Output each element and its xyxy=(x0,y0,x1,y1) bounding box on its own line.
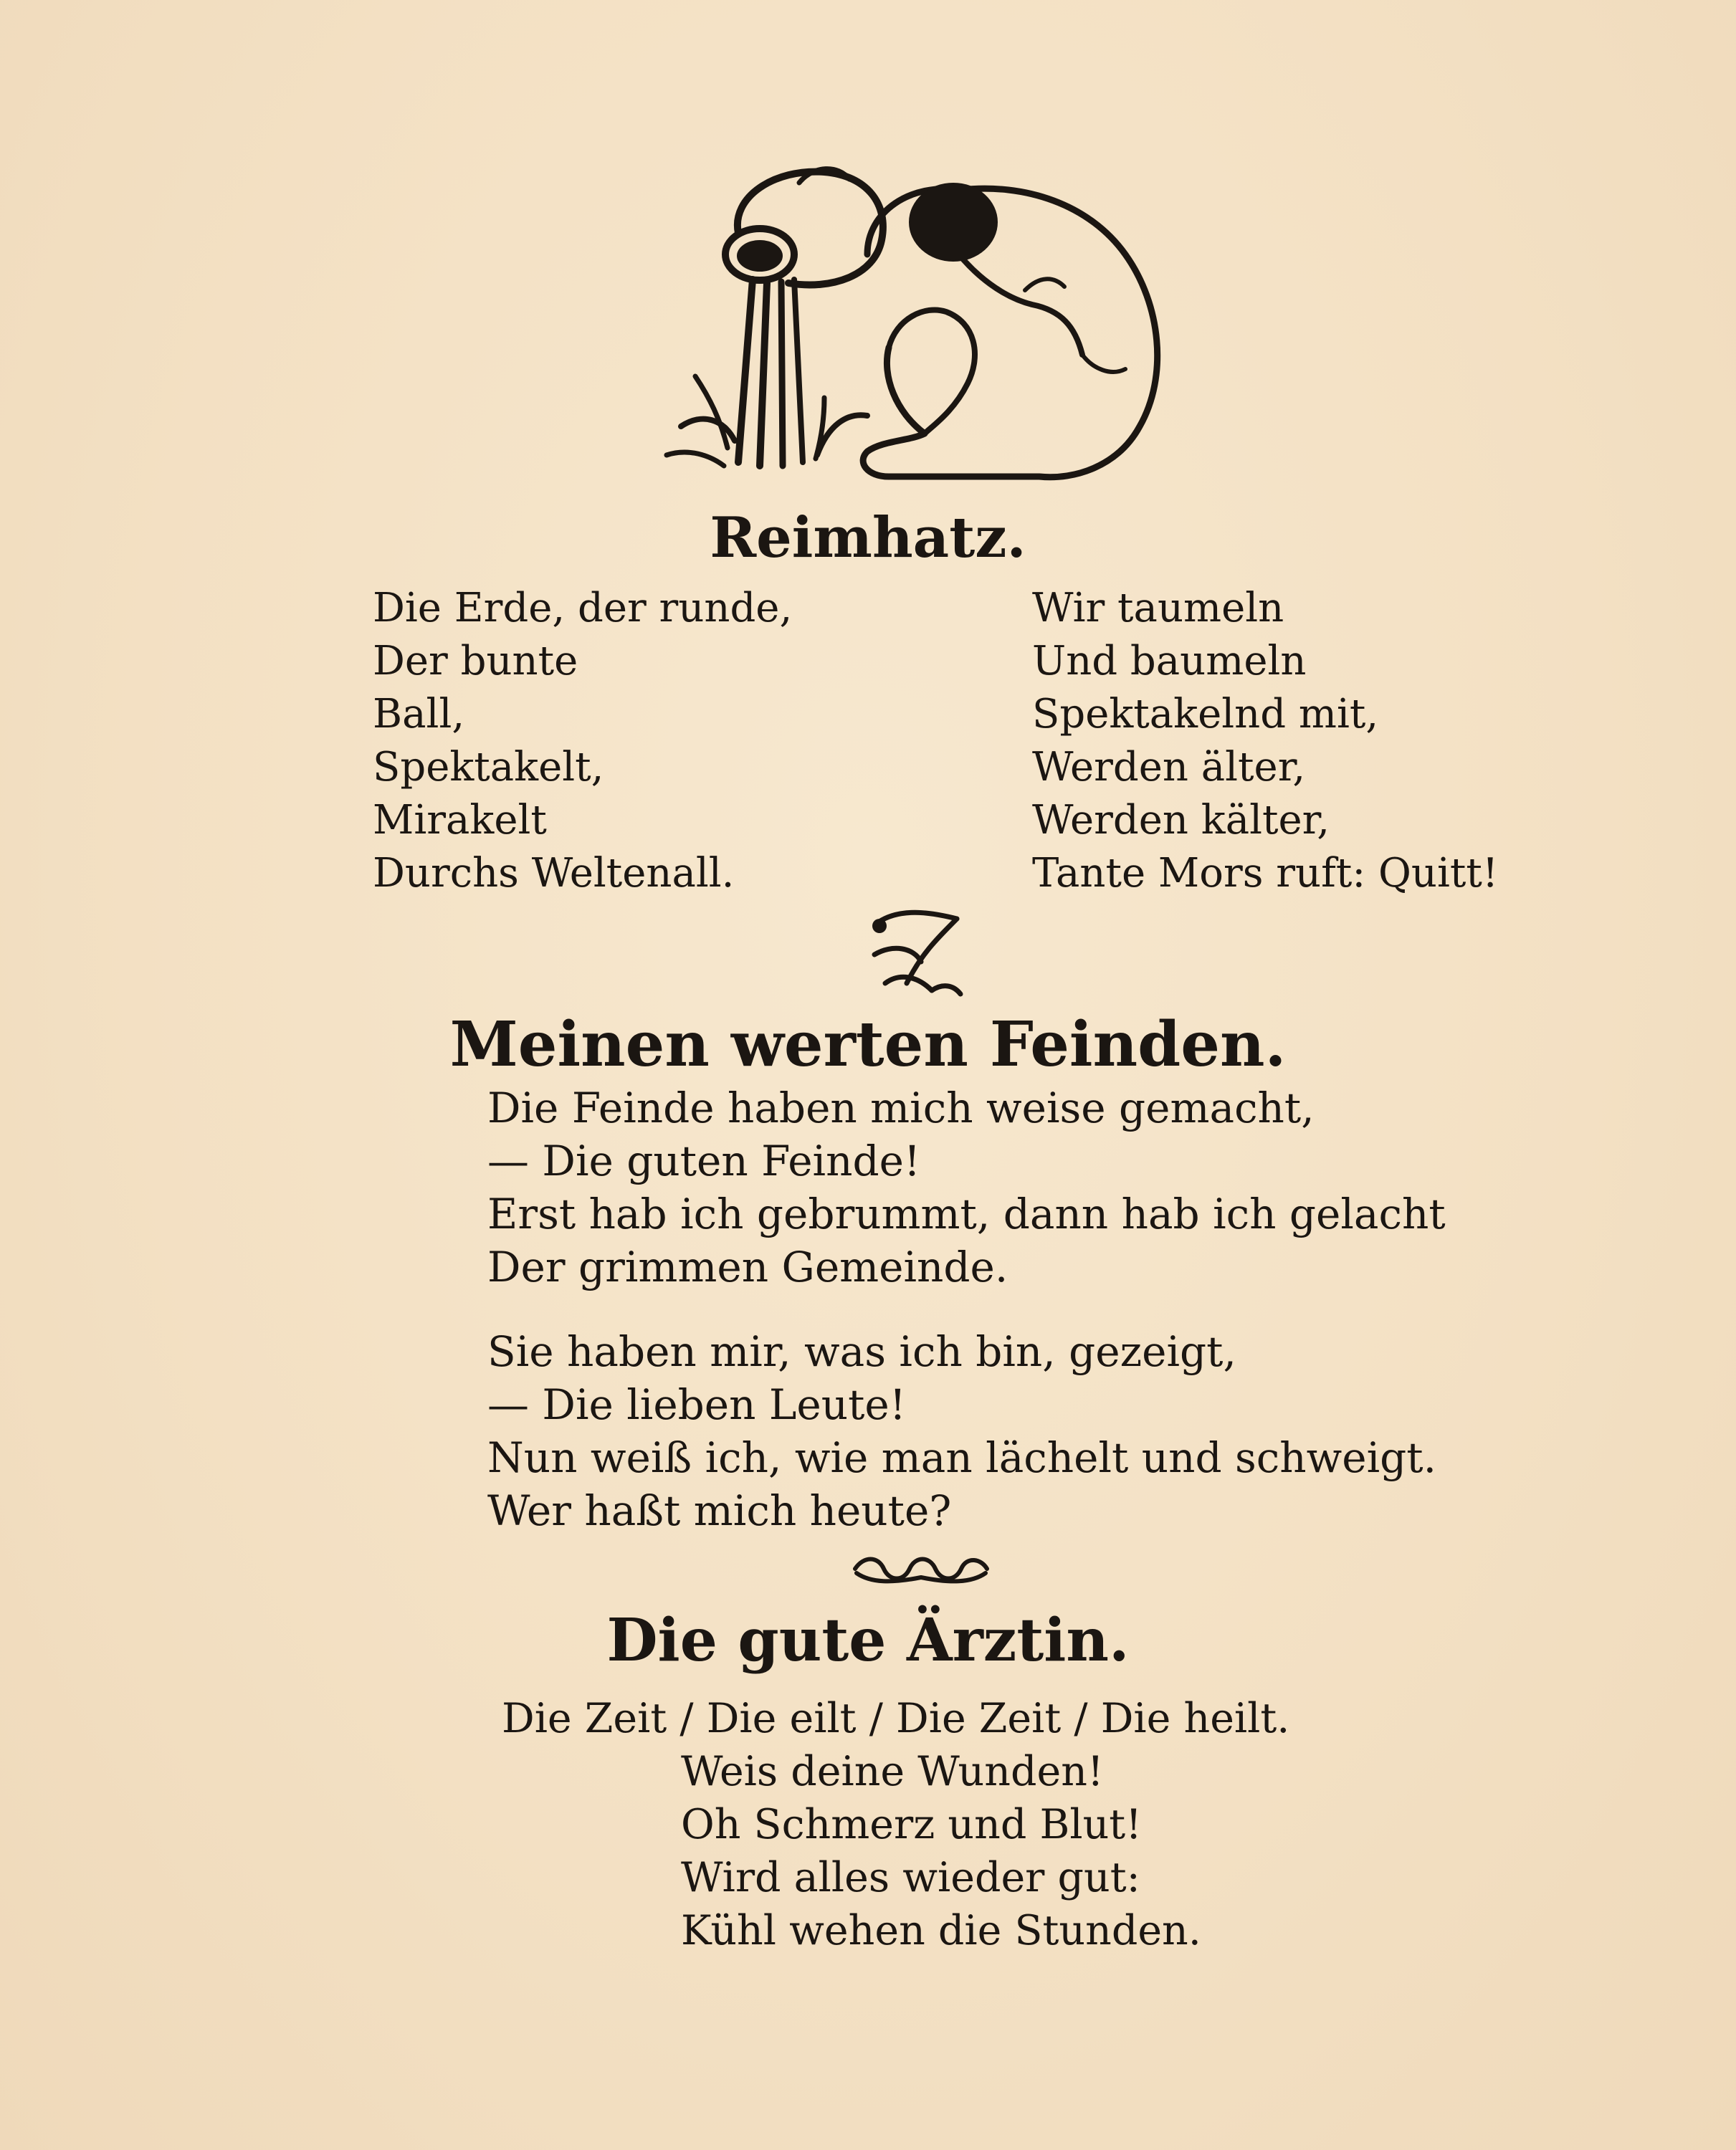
verse-line: Sie haben mir, was ich bin, gezeigt, xyxy=(487,1327,1236,1376)
verse-line: Wer haßt mich heute? xyxy=(487,1486,952,1535)
verse-line: — Die guten Feinde! xyxy=(487,1137,921,1185)
poem-stanza-2 xyxy=(487,1324,1436,1537)
poem-reimhatz-right-column xyxy=(1032,582,1498,900)
verse-line: Wird alles wieder gut: xyxy=(681,1854,1140,1901)
verse-line: Durchs Weltenall. xyxy=(373,850,735,897)
verse-line: — Die lieben Leute! xyxy=(487,1380,907,1429)
verse-line: Kühl wehen die Stunden. xyxy=(681,1907,1201,1954)
verse-line: Der grimmen Gemeinde. xyxy=(487,1243,1008,1291)
poem-reimhatz-left-column xyxy=(373,582,792,900)
verse-line: Nun weiß ich, wie man lächelt und schweigt. xyxy=(487,1433,1437,1482)
vignette-water-bearer-illustration xyxy=(652,140,1183,498)
verse-line: Tante Mors ruft: Quitt! xyxy=(1032,850,1499,897)
poem-stanza-1 xyxy=(487,1081,1446,1293)
verse-line: Die Zeit / Die eilt / Die Zeit / Die heilt. xyxy=(502,1695,1290,1742)
verse-line: Der bunte xyxy=(373,638,578,684)
verse-line: Die Erde, der runde, xyxy=(373,585,793,631)
verse-line: Spektakelt, xyxy=(373,744,604,790)
verse-line: Weis deine Wunden! xyxy=(681,1748,1104,1795)
verse-line: Erst hab ich gebrummt, dann hab ich gelacht xyxy=(487,1190,1446,1238)
verse-line: Werden kälter, xyxy=(1032,797,1330,844)
poem-title-die-gute-aerztin: Die gute Ärztin. xyxy=(606,1606,1130,1675)
verse-line: Mirakelt xyxy=(373,797,547,844)
verse-line: Wir taumeln xyxy=(1032,585,1284,631)
verse-line: Werden älter, xyxy=(1032,744,1306,790)
verse-line: Ball, xyxy=(373,691,465,737)
verse-line: Die Feinde haben mich weise gemacht, xyxy=(487,1084,1315,1132)
verse-line: Und baumeln xyxy=(1032,638,1307,684)
poem-title-reimhatz: Reimhatz. xyxy=(710,505,1026,570)
flourish-ornament-icon xyxy=(864,904,971,1001)
verse-line: Spektakelnd mit, xyxy=(1032,691,1379,737)
verse-line: Oh Schmerz und Blut! xyxy=(681,1801,1143,1848)
scroll-ornament-icon xyxy=(849,1552,993,1586)
poem-die-gute-aerztin-body xyxy=(0,1691,1736,1956)
poem-title-meinen-werten-feinden: Meinen werten Feinden. xyxy=(449,1008,1287,1081)
